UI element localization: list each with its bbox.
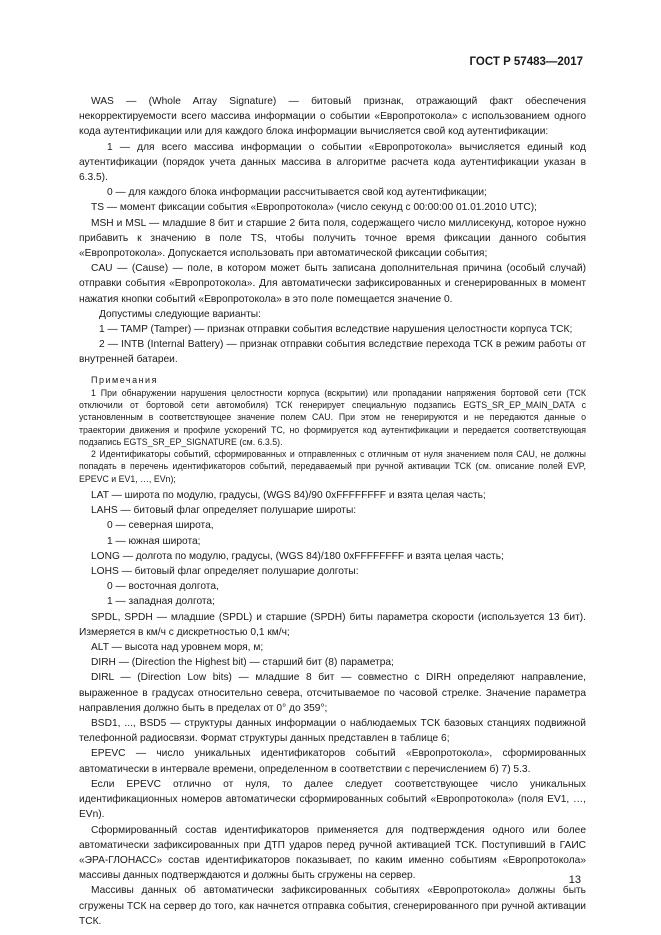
paragraph-dirh: DIRH — (Direction the Highest bit) — старший бит (8) параметра; [91,657,394,669]
page-number: 13 [568,874,581,886]
paragraph-was-1: 1 — для всего массива информации о событии «Европротокола» вычисляется единый код аутентификации (порядок учета данных массива в алгоритме расчета кода аутентификации указан в 6.3.5). [79,141,586,184]
note-1: 1 При обнаружении нарушения целостности корпуса (вскрытии) или пропадании напряжения бортовой сети (ТСК отключили от бортовой сети автомобиля) ТСК генерирует специальную подзапись EGTS_SR_EP_MAIN_DATA с установленным в соответствующее значение полем CAU. При этом не генерируются и не передаются данные о траектории движения и профиле ускорений ТС, но формируется код аутентификации и передается соответствующая подзапись EGTS_SR_EP_SIGNATURE (см. 6.3.5). [79,387,586,447]
paragraph-arrays: Массивы данных об автоматически зафиксированных событиях «Европротокола» должны быть сгружены ТСК на сервер до того, как начнется отправка события, сгенерированного при ручной активации ТСК. [79,885,586,927]
paragraph-composition: Сформированный состав идентификаторов применяется для подтверждения одного или более автоматически зафиксированных при ДТП ударов перед ручной активацией ТСК. Поступивший в ГАИС «ЭРА-ГЛОНАСС» состав идентификаторов показывает, по каким именно событиям «Европротокола» массивы данных подтверждаются и должны быть сгружены на сервер. [79,824,586,882]
note-2: 2 Идентификаторы событий, сформированных и отправленных с отличным от нуля значением поля CAU, не должны попадать в перечень идентификаторов событий, передаваемый при ручной активации ТСК (см. описание полей EVP, EPEVC и EV1, …, EVn); [79,449,586,484]
paragraph-lat: LAT — широта по модулю, градусы, (WGS 84)/90 0xFFFFFFFF и взята целая часть; [91,490,486,502]
paragraph-spd: SPDL, SPDH — младшие (SPDL) и старшие (SPDH) биты параметра скорости (используется 13 бит). Измеряется в км/ч с дискретностью 0,1 км/ч; [79,611,586,638]
paragraph-ts: TS — момент фиксации события «Европротокола» (число секунд с 00:00:00 01.01.2010 UTC); [91,202,537,214]
paragraph-long: LONG — долгота по модулю, градусы, (WGS 84)/180 0xFFFFFFFF и взята целая часть; [91,550,504,562]
paragraph-alt: ALT — высота над уровнем моря, м; [91,642,264,654]
paragraph-intb: 2 — INTB (Internal Battery) — признак отправки события вследствие перехода ТСК в режим работы от внутренней батареи. [79,339,586,366]
paragraph-lahs-1: 1 — южная широта; [107,535,201,547]
paragraph-epevc-nonzero: Если EPEVC отлично от нуля, то далее следует соответствующее число уникальных идентификационных номеров автоматически сформированных событий «Европротокола» (поля EV1, …, EVn). [79,778,586,821]
paragraph-lahs-0: 0 — северная широта, [107,520,214,532]
paragraph-bsd: BSD1, ..., BSD5 — структуры данных информации о наблюдаемых ТСК базовых станциях подвижной телефонной радиосвязи. Формат структуры данных представлен в таблице 6; [79,718,586,745]
notes-title: Примечания [91,374,158,385]
paragraph-was-0: 0 — для каждого блока информации рассчитывается свой код аутентификации; [107,187,487,199]
paragraph-lohs-0: 0 — восточная долгота, [107,581,219,593]
paragraph-lohs-1: 1 — западная долгота; [107,596,215,608]
paragraph-was: WAS — (Whole Array Signature) — битовый признак, отражающий факт обеспечения некорректируемости всего массива информации о событии «Европротокола» с использованием одного кода аутентификации или для каждого блока информации вычисляется свой код аутентификации: [79,96,586,138]
paragraph-lohs: LOHS — битовый флаг определяет полушарие долготы: [91,566,359,578]
paragraph-msh-msl: MSH и MSL — младшие 8 бит и старшие 2 бита поля, содержащего число миллисекунд, которое нужно прибавить к значению в поле TS, чтобы получить точное время фиксации данного события «Европротокола». Допускается использовать при автоматической фиксации события; [79,217,586,260]
paragraph-dirl: DIRL — (Direction Low bits) — младшие 8 бит — совместно с DIRH определяют направление, выраженное в градусах относительно севера, отсчитываемое по часовой стрелке. Значение параметра направления должно быть в пределах от 0° до 359°; [79,672,586,714]
paragraph-variants: Допустимы следующие варианты: [99,308,261,320]
paragraph-epevc: EPEVC — число уникальных идентификаторов событий «Европротокола», сформированных автоматически в интервале времени, определенном в соответствии с перечислением б) 7) 5.3. [79,748,586,775]
document-code-header: ГОСТ Р 57483—2017 [469,56,583,68]
paragraph-lahs: LAHS — битовый флаг определяет полушарие широты: [91,505,357,517]
paragraph-tamp: 1 — TAMP (Tamper) — признак отправки события вследствие нарушения целостности корпуса ТСК; [99,324,573,336]
paragraph-cau: CAU — (Cause) — поле, в котором может быть записана дополнительная причина (особый случай) отправки события «Европротокола». Для автоматически зафиксированных и сгенерированных в момент нажатия кнопки событий «Европротокола» в это поле помещается значение 0. [79,263,586,305]
page-body [79,94,586,929]
